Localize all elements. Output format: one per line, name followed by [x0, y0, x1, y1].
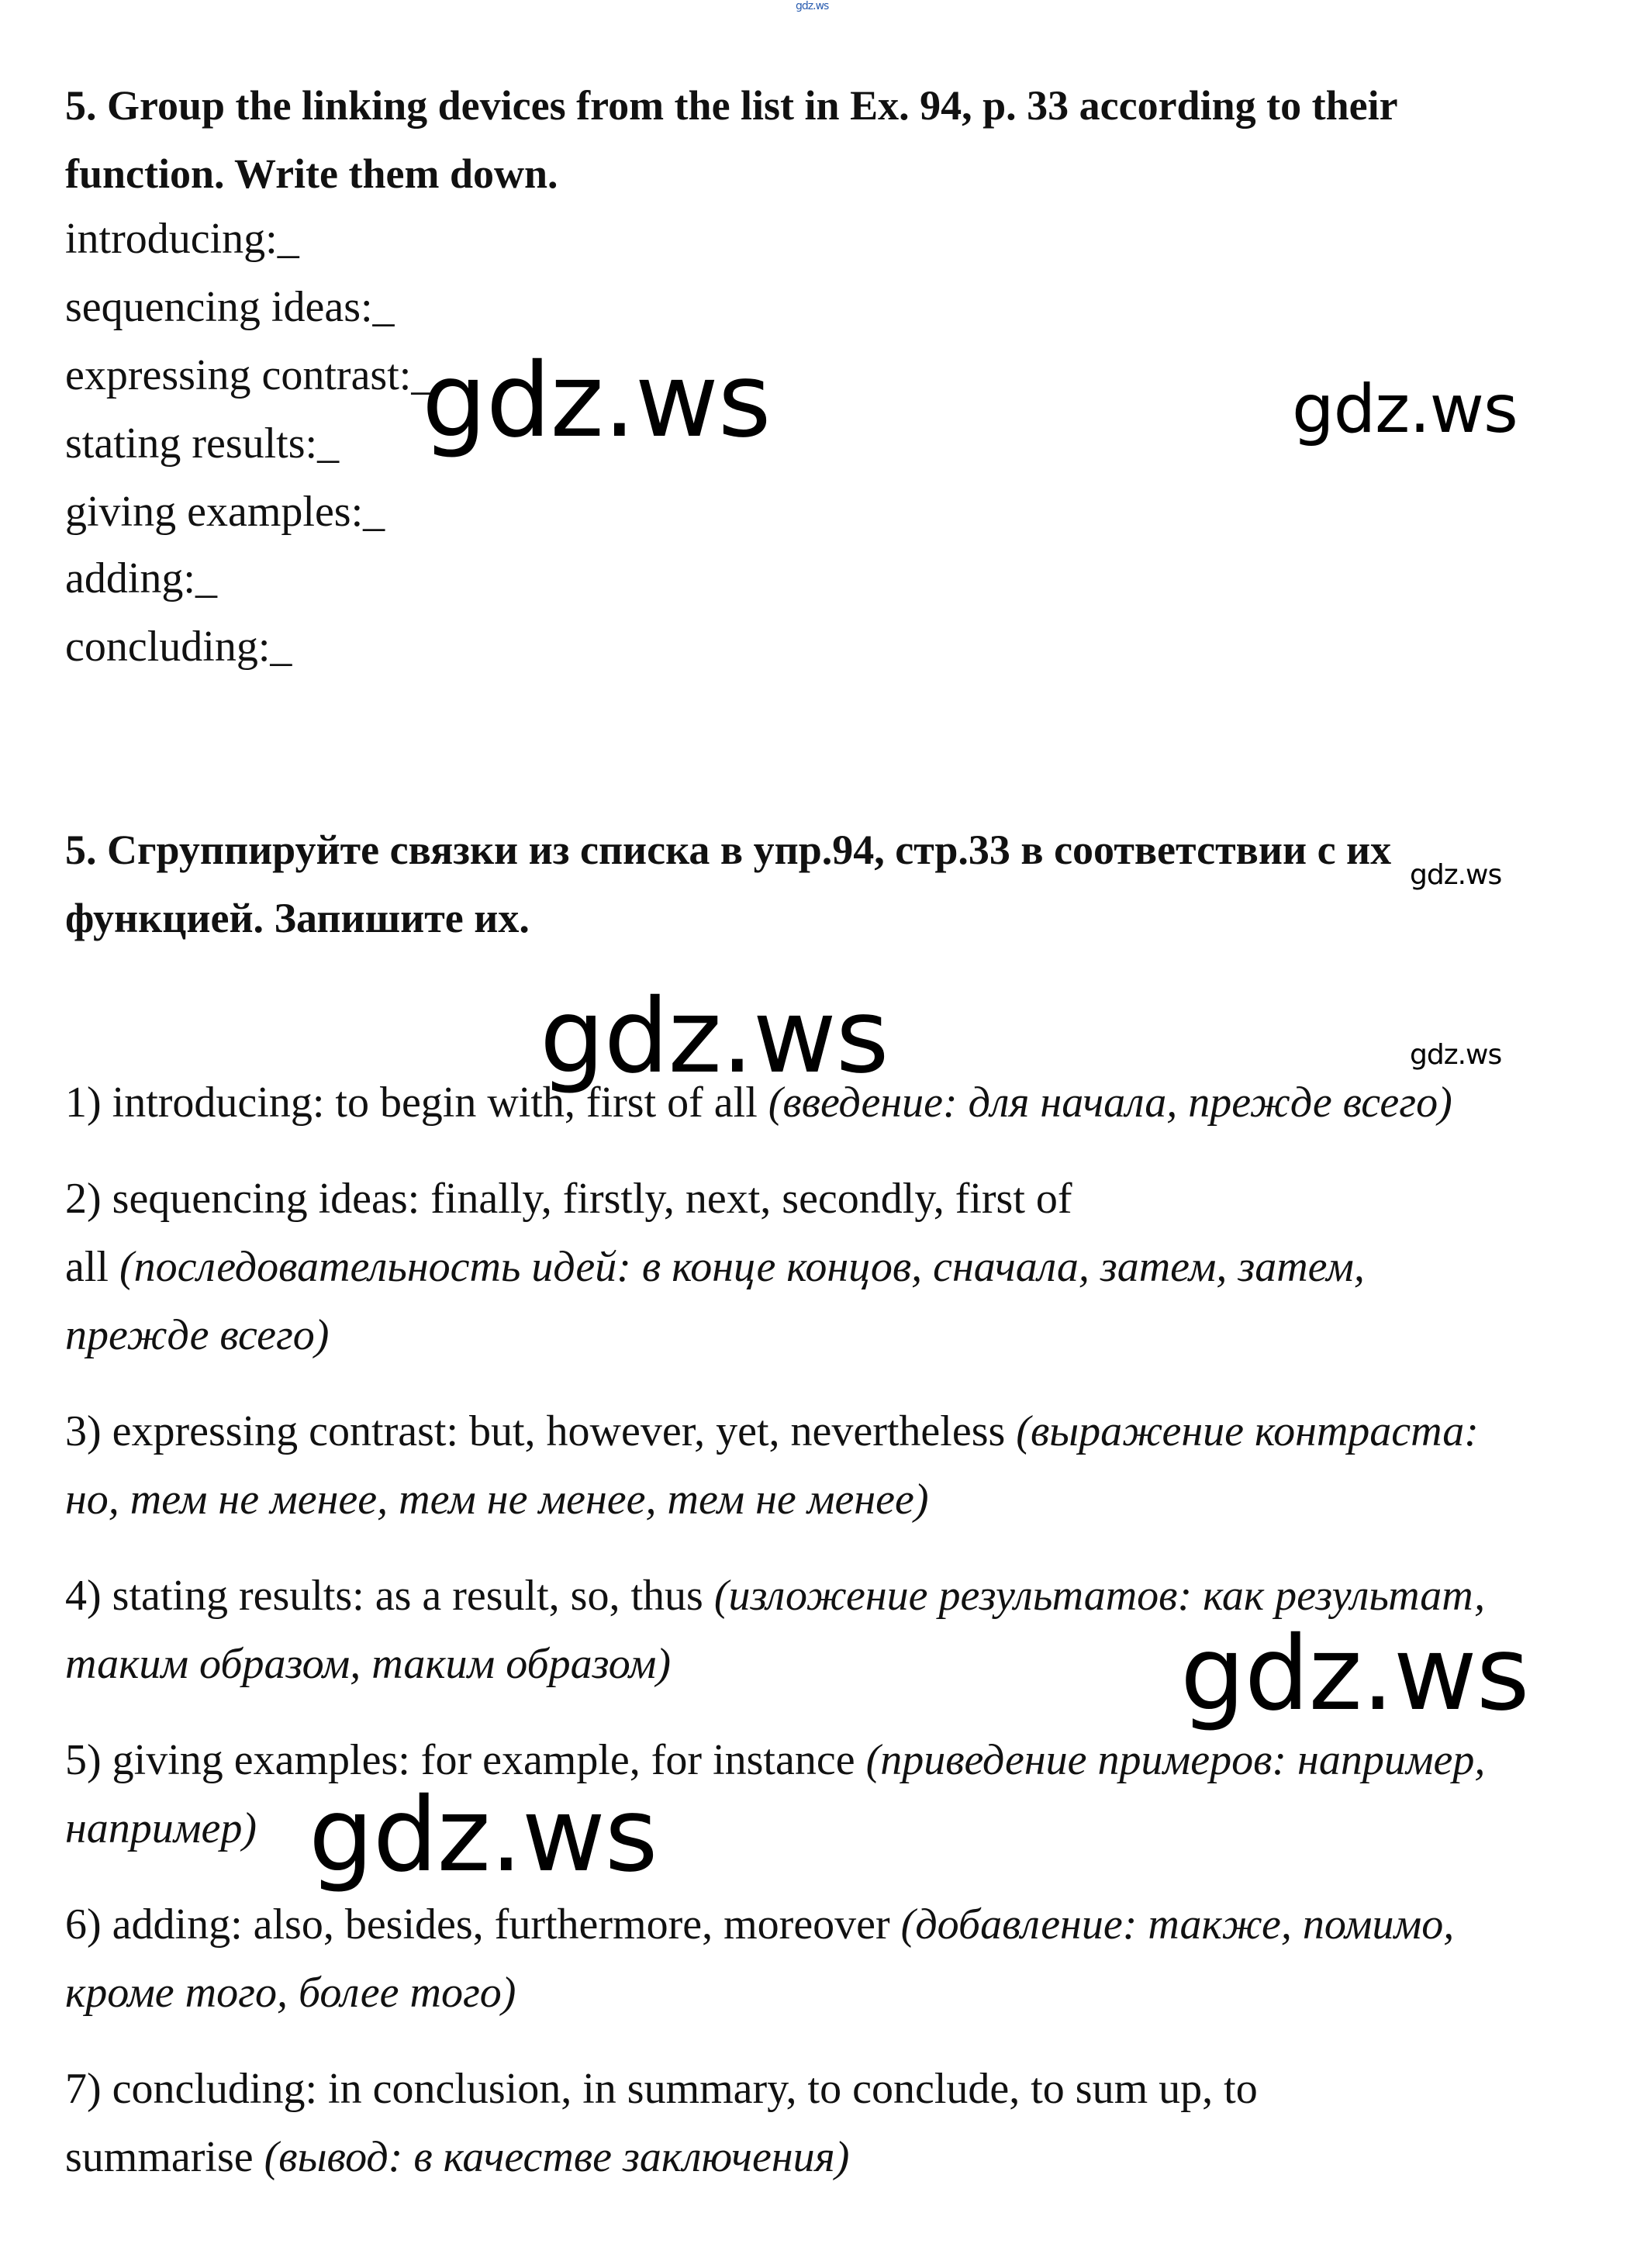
category-contrast: expressing contrast:_: [65, 351, 433, 399]
watermark: gdz.ws: [540, 977, 889, 1096]
answer-3-line1: [65, 1407, 1479, 1456]
answer-2-line3: прежде всего): [65, 1311, 330, 1359]
answer-7-line1: 7) concluding: in conclusion, in summary, to conclude, to sum up, to: [65, 2065, 1258, 2113]
watermark: gdz.ws: [1410, 859, 1502, 891]
answer-5-en: 5) giving examples: for example, for instance: [65, 1736, 855, 1784]
watermark: gdz.ws: [1292, 371, 1518, 448]
task-ru-title-line2: функцией. Запишите их.: [65, 895, 530, 941]
answer-5-line1: [65, 1735, 1485, 1785]
answer-7-ru: (вывод: в качестве заключения): [264, 2133, 850, 2181]
answer-3-line2: но, тем не менее, тем не менее, тем не менее): [65, 1476, 929, 1524]
answer-6-ru: (добавление: также, помимо,: [900, 1900, 1455, 1949]
watermark-top: gdz.ws: [796, 0, 829, 12]
answer-1-ru: (введение: для начала, прежде всего): [768, 1079, 1452, 1127]
answer-3-en: 3) expressing contrast: but, however, yet, nevertheless: [65, 1407, 1006, 1455]
answer-7-en: summarise: [65, 2133, 254, 2181]
answer-7-line2: [65, 2132, 849, 2182]
task-en-title-line2: function. Write them down.: [65, 150, 558, 197]
answer-5-line2: например): [65, 1804, 257, 1852]
answer-5-ru: (приведение примеров: например,: [865, 1736, 1486, 1784]
watermark: gdz.ws: [422, 341, 771, 461]
answer-3-ru: (выражение контраста:: [1016, 1407, 1479, 1455]
answer-4-line1: [65, 1571, 1485, 1621]
category-examples: giving examples:_: [65, 488, 385, 536]
answer-1-en: 1) introducing: to begin with, first of all: [65, 1079, 758, 1127]
category-introducing: introducing:_: [65, 215, 299, 263]
answer-4-line2: таким образом, таким образом): [65, 1640, 672, 1688]
answer-6-line1: [65, 1900, 1454, 1949]
task-ru-title-line1: 5. Сгруппируйте связки из списка в упр.94, стр.33 в соответствии с их: [65, 827, 1392, 873]
answer-2-line2: [65, 1242, 1365, 1292]
category-adding: adding:_: [65, 554, 217, 602]
answer-4-en: 4) stating results: as a result, so, thus: [65, 1572, 703, 1620]
answer-6-en: 6) adding: also, besides, furthermore, moreover: [65, 1900, 890, 1949]
watermark: gdz.ws: [309, 1776, 658, 1895]
task-en-title-line1: 5. Group the linking devices from the list in Ex. 94, p. 33 according to their: [65, 82, 1398, 129]
category-sequencing: sequencing ideas:_: [65, 283, 395, 331]
answer-2-ru: (последовательность идей: в конце концов, сначала, затем, затем,: [119, 1243, 1365, 1291]
answer-4-ru: (изложение результатов: как результат,: [713, 1572, 1486, 1620]
answer-2-en: all: [65, 1243, 109, 1291]
answer-1: [65, 1078, 1452, 1127]
answer-2-line1: 2) sequencing ideas: finally, firstly, next, secondly, first of: [65, 1175, 1072, 1223]
watermark: gdz.ws: [1410, 1039, 1502, 1071]
category-results: stating results:_: [65, 419, 340, 468]
category-concluding: concluding:_: [65, 623, 292, 671]
watermark: gdz.ws: [1180, 1614, 1529, 1734]
answer-6-line2: кроме того, более того): [65, 1969, 516, 2017]
